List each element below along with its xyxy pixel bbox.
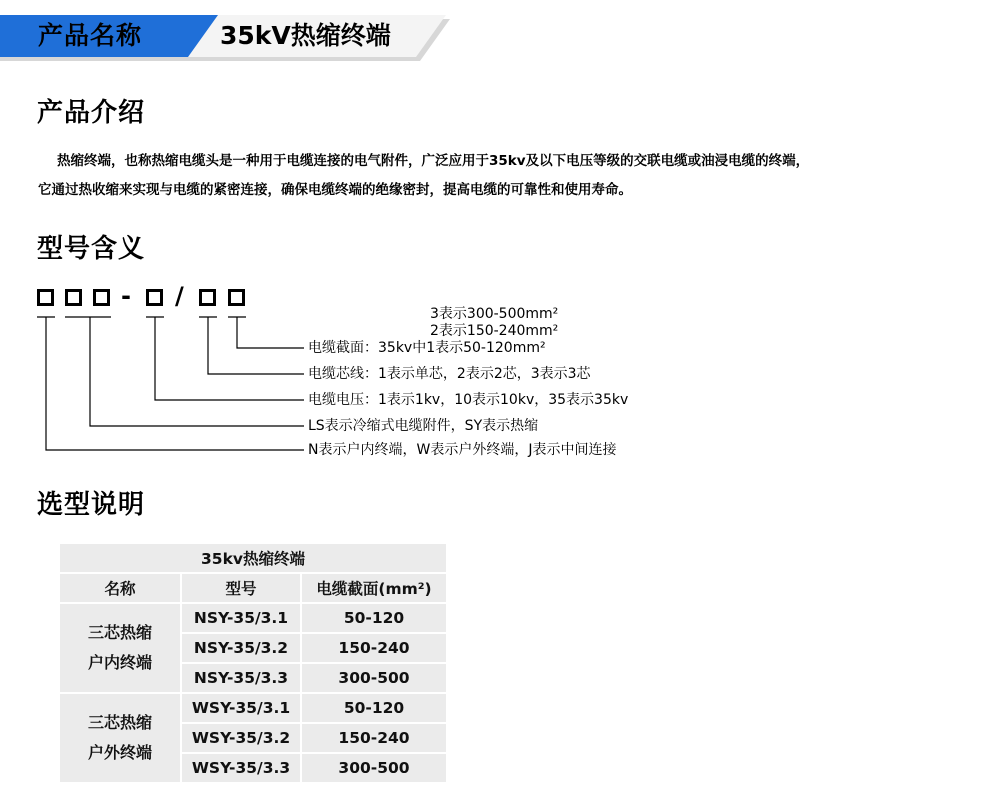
leader-cores	[208, 317, 304, 374]
leader-type	[90, 317, 304, 426]
table-cell-model: WSY-35/3.2	[182, 724, 300, 752]
leader-voltage	[155, 317, 304, 400]
table-group-name-outdoor	[60, 694, 180, 782]
banner-product-title: 35kV热缩终端	[220, 21, 391, 50]
selection-table	[58, 542, 448, 784]
code-slash: /	[175, 282, 184, 310]
group-name-line-2: 户内终端	[87, 653, 152, 672]
table-header-model: 型号	[182, 574, 300, 602]
table-cell-model: NSY-35/3.1	[182, 604, 300, 632]
model-meaning-heading: 型号含义	[37, 234, 146, 264]
label-section-2: 2表示150-240mm²	[430, 323, 559, 339]
intro-heading: 产品介绍	[37, 98, 146, 128]
group-name-line-2: 户外终端	[87, 743, 152, 762]
label-cores: 电缆芯线：1表示单芯，2表示2芯，3表示3芯	[308, 366, 591, 382]
group-name-line-1: 三芯热缩	[87, 623, 152, 642]
label-section-3: 3表示300-500mm²	[430, 306, 559, 322]
label-voltage: 电缆电压：1表示1kv，10表示10kv，35表示35kv	[308, 392, 629, 408]
table-cell-model: WSY-35/3.1	[182, 694, 300, 722]
intro-line-2: 它通过热收缩来实现与电缆的紧密连接，确保电缆终端的绝缘密封，提高电缆的可靠性和使用寿命。	[38, 182, 632, 198]
code-dash: -	[121, 282, 131, 310]
table-group-name-indoor	[60, 604, 180, 692]
intro-line-1: 热缩终端，也称热缩电缆头是一种用于电缆连接的电气附件，广泛应用于35kv及以下电压等级的交联电缆或油浸电缆的终端，	[57, 153, 810, 169]
group-name-line-1: 三芯热缩	[87, 713, 152, 732]
table-header-section: 电缆截面(mm²)	[302, 574, 446, 602]
table-cell-section: 150-240	[302, 724, 446, 752]
table-cell-section: 300-500	[302, 754, 446, 782]
label-section-1: 电缆截面：35kv中1表示50-120mm²	[308, 340, 546, 356]
leader-section	[237, 317, 304, 348]
label-location: N表示户内终端，W表示户外终端，J表示中间连接	[308, 442, 617, 458]
table-cell-section: 300-500	[302, 664, 446, 692]
code-box-voltage	[146, 289, 163, 306]
label-type: LS表示冷缩式电缆附件，SY表示热缩	[308, 418, 539, 434]
code-box-location	[37, 289, 54, 306]
intro-paragraph	[38, 147, 938, 205]
table-cell-section: 150-240	[302, 634, 446, 662]
code-box-section	[228, 289, 245, 306]
table-cell-section: 50-120	[302, 604, 446, 632]
code-box-type-2	[93, 289, 110, 306]
banner-label: 产品名称	[38, 21, 143, 50]
table-header-name: 名称	[60, 574, 180, 602]
code-box-cores	[199, 289, 216, 306]
product-name-banner	[0, 15, 450, 61]
table-cell-section: 50-120	[302, 694, 446, 722]
table-cell-model: NSY-35/3.2	[182, 634, 300, 662]
leader-location	[46, 317, 304, 450]
table-cell-model: WSY-35/3.3	[182, 754, 300, 782]
selection-heading: 选型说明	[37, 490, 146, 520]
table-cell-model: NSY-35/3.3	[182, 664, 300, 692]
table-caption: 35kv热缩终端	[60, 544, 446, 572]
code-box-type-1	[65, 289, 82, 306]
